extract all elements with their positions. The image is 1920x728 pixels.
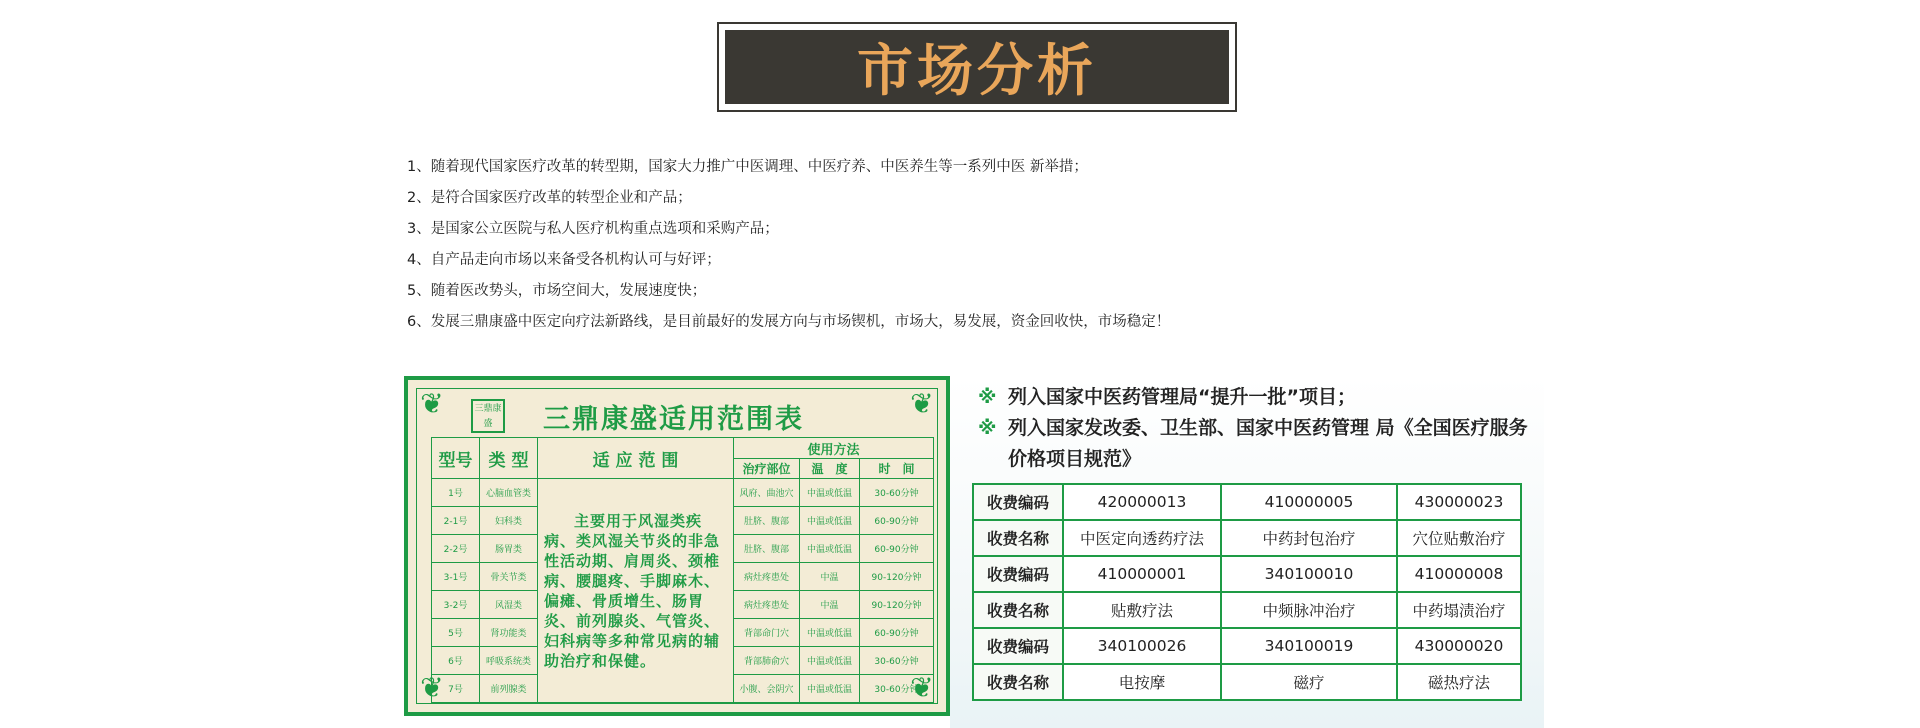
- market-points-list: [407, 152, 1557, 338]
- market-point: 4、自产品走向市场以来备受各机构认可与好评；: [407, 252, 721, 268]
- table-row: [973, 664, 1521, 700]
- market-point: 2、是符合国家医疗改革的转型企业和产品；: [407, 190, 692, 206]
- table-row: [432, 479, 934, 507]
- fee-cell: 中药塌渍治疗: [1397, 592, 1521, 628]
- fee-cell: 中频脉冲治疗: [1221, 592, 1397, 628]
- header-method: 使用方法: [734, 438, 934, 459]
- certification-note: [978, 382, 1538, 413]
- scope-card-title: 三鼎康盛适用范围表: [543, 404, 804, 435]
- fee-cell: 340100010: [1221, 556, 1397, 592]
- cell-time: 30-60分钟: [860, 675, 934, 703]
- fee-cell: 340100026: [1063, 628, 1221, 664]
- cell-model: 3-2号: [432, 591, 480, 619]
- market-point: 6、发展三鼎康盛中医定向疗法新路线，是目前最好的发展方向与市场锲机，市场大，易发展，资金回收快，市场稳定！: [407, 314, 1171, 330]
- fee-info-panel: [950, 376, 1544, 728]
- corner-ornament-icon: ❦: [420, 671, 444, 704]
- section-title-background: [725, 30, 1229, 104]
- fee-label: 收费编码: [973, 628, 1063, 664]
- brand-seal: 三鼎康盛: [471, 399, 505, 433]
- cell-site: 肚脐、腹部: [734, 535, 800, 563]
- cell-site: 小腹、会阴穴: [734, 675, 800, 703]
- corner-ornament-icon: ❦: [420, 387, 444, 420]
- cell-type: 前列腺类: [480, 675, 538, 703]
- cell-model: 3-1号: [432, 563, 480, 591]
- table-row: [973, 556, 1521, 592]
- cell-site: 背部肺俞穴: [734, 647, 800, 675]
- cell-time: 30-60分钟: [860, 479, 934, 507]
- cell-temp: 中温或低温: [800, 619, 860, 647]
- market-point: 1、随着现代国家医疗改革的转型期，国家大力推广中医调理、中医疗养、中医养生等一系列中医 新举措；: [407, 159, 1088, 175]
- fee-code-table: [972, 483, 1522, 701]
- scope-card-frame: [416, 388, 938, 704]
- cell-temp: 中温或低温: [800, 507, 860, 535]
- cell-type: 骨关节类: [480, 563, 538, 591]
- cell-temp: 中温或低温: [800, 535, 860, 563]
- cell-temp: 中温或低温: [800, 647, 860, 675]
- fee-cell: 410000008: [1397, 556, 1521, 592]
- cell-time: 30-60分钟: [860, 647, 934, 675]
- cell-type: 妇科类: [480, 507, 538, 535]
- table-row: [973, 520, 1521, 556]
- header-model: 型号: [432, 438, 480, 479]
- cell-model: 2-2号: [432, 535, 480, 563]
- fee-cell: 410000001: [1063, 556, 1221, 592]
- fee-cell: 420000013: [1063, 484, 1221, 520]
- cell-time: 60-90分钟: [860, 507, 934, 535]
- fee-cell: 410000005: [1221, 484, 1397, 520]
- cell-type: 呼吸系统类: [480, 647, 538, 675]
- cell-temp: 中温: [800, 591, 860, 619]
- fee-cell: 中药封包治疗: [1221, 520, 1397, 556]
- fee-cell: 中医定向透药疗法: [1063, 520, 1221, 556]
- cell-time: 90-120分钟: [860, 591, 934, 619]
- header-type: 类 型: [480, 438, 538, 479]
- fee-cell: 340100019: [1221, 628, 1397, 664]
- cell-site: 背部命门穴: [734, 619, 800, 647]
- cell-model: 2-1号: [432, 507, 480, 535]
- note-text: 列入国家发改委、卫生部、国家中医药管理 局《全国医疗服务价格项目规范》: [1008, 417, 1528, 470]
- cell-temp: 中温: [800, 563, 860, 591]
- cell-type: 心脑血管类: [480, 479, 538, 507]
- certification-note: [978, 413, 1538, 475]
- fee-cell: 穴位贴敷治疗: [1397, 520, 1521, 556]
- market-point: 5、随着医改势头，市场空间大，发展速度快；: [407, 283, 707, 299]
- fee-cell: 贴敷疗法: [1063, 592, 1221, 628]
- fee-label: 收费编码: [973, 484, 1063, 520]
- reference-mark-icon: ※: [978, 386, 997, 408]
- fee-label: 收费编码: [973, 556, 1063, 592]
- cell-site: 病灶疼患处: [734, 591, 800, 619]
- fee-label: 收费名称: [973, 520, 1063, 556]
- section-title-banner: [717, 22, 1237, 112]
- cell-model: 7号: [432, 675, 480, 703]
- cell-model: 1号: [432, 479, 480, 507]
- cell-site: 病灶疼患处: [734, 563, 800, 591]
- market-point: 3、是国家公立医院与私人医疗机构重点选项和采购产品；: [407, 221, 779, 237]
- cell-temp: 中温或低温: [800, 675, 860, 703]
- cell-time: 90-120分钟: [860, 563, 934, 591]
- table-row: [973, 592, 1521, 628]
- certification-notes: [978, 382, 1538, 475]
- fee-label: 收费名称: [973, 592, 1063, 628]
- fee-cell: 430000020: [1397, 628, 1521, 664]
- table-row: [973, 628, 1521, 664]
- fee-cell: 磁疗: [1221, 664, 1397, 700]
- cell-type: 风湿类: [480, 591, 538, 619]
- cell-site: 风府、曲池穴: [734, 479, 800, 507]
- fee-cell: 磁热疗法: [1397, 664, 1521, 700]
- reference-mark-icon: ※: [978, 417, 997, 439]
- cell-type: 肾功能类: [480, 619, 538, 647]
- table-row: [973, 484, 1521, 520]
- header-temp: 温 度: [800, 459, 860, 479]
- fee-cell: 电按摩: [1063, 664, 1221, 700]
- scope-description: 主要用于风湿类疾病、类风湿关节炎的非急性活动期、肩周炎、颈椎病、腰腿疼、手脚麻木、偏瘫、骨质增生、肠胃炎、前列腺炎、气管炎、妇科病等多种常见病的辅助治疗和保健。: [538, 479, 734, 703]
- cell-type: 肠胃类: [480, 535, 538, 563]
- section-title: 市场分析: [857, 39, 1097, 104]
- fee-label: 收费名称: [973, 664, 1063, 700]
- corner-ornament-icon: ❦: [910, 387, 934, 420]
- scope-table: [431, 437, 934, 703]
- corner-ornament-icon: ❦: [910, 671, 934, 704]
- cell-time: 60-90分钟: [860, 535, 934, 563]
- fee-cell: 430000023: [1397, 484, 1521, 520]
- cell-model: 5号: [432, 619, 480, 647]
- note-text: 列入国家中医药管理局“提升一批”项目；: [1008, 386, 1356, 408]
- cell-site: 肚脐、腹部: [734, 507, 800, 535]
- scope-table-card: [404, 376, 950, 716]
- header-scope: 适 应 范 围: [538, 438, 734, 479]
- cell-time: 60-90分钟: [860, 619, 934, 647]
- cell-temp: 中温或低温: [800, 479, 860, 507]
- header-time: 时 间: [860, 459, 934, 479]
- header-site: 治疗部位: [734, 459, 800, 479]
- cell-model: 6号: [432, 647, 480, 675]
